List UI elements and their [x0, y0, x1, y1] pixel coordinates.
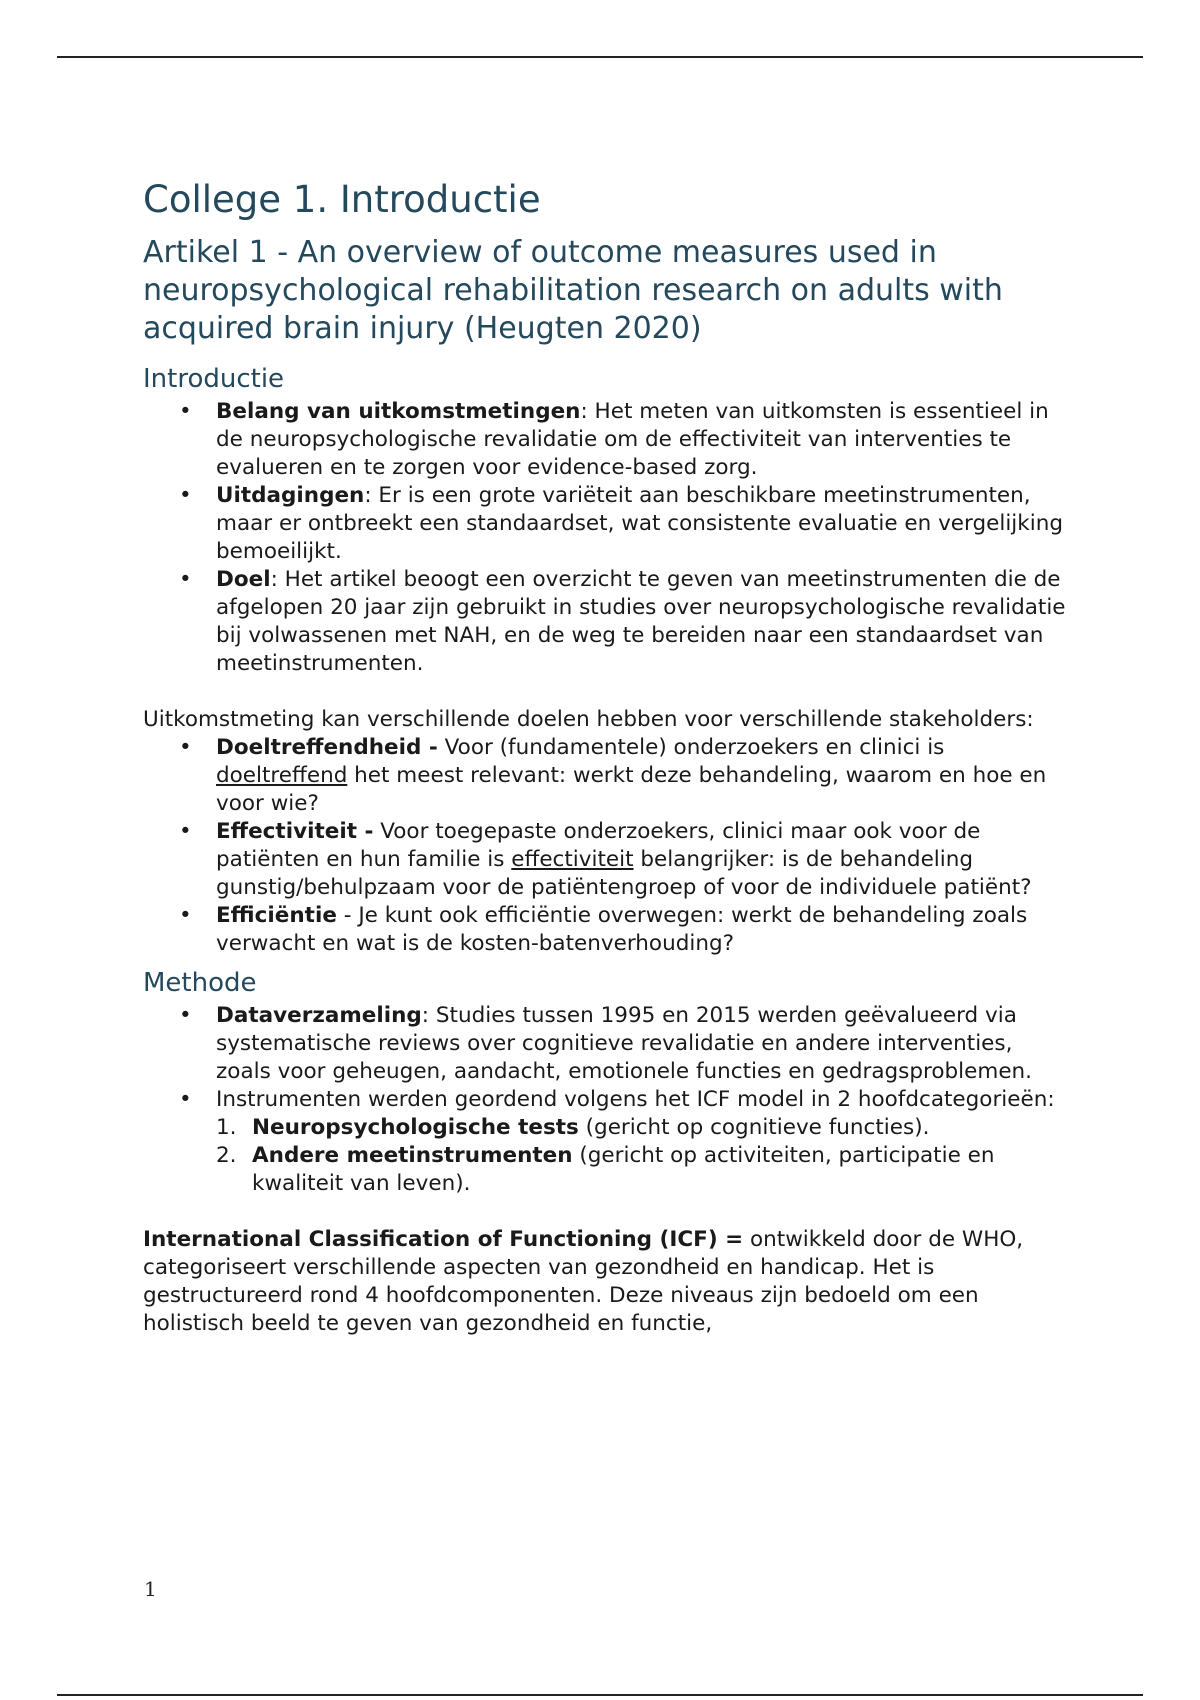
item-text: : Het artikel beoogt een overzicht te geven van meetinstrumenten die de afgelopen 20 jaar zijn gebruikt in studies over neuropsychologische revalidatie bij volwassenen met NAH, en de weg te bereiden naar een standaardset van meetinstrumenten.	[216, 567, 1066, 676]
icf-term: International Classification of Functioning (ICF) =	[143, 1227, 744, 1252]
icf-paragraph	[143, 1226, 1073, 1338]
introductie-list	[143, 398, 1073, 678]
item-text: het meest relevant: werkt deze behandeling, waarom en hoe en voor wie?	[216, 763, 1047, 816]
item-term: Effectiviteit -	[216, 819, 374, 844]
header-rule	[57, 56, 1143, 58]
list-item	[216, 566, 1073, 678]
document-body	[143, 176, 1073, 1338]
stakeholders-list	[143, 734, 1073, 958]
section-heading-methode: Methode	[143, 968, 257, 998]
list-item	[216, 482, 1073, 566]
item-text: - Je kunt ook efficiëntie overwegen: werkt de behandeling zoals verwacht en wat is de kosten-batenverhouding?	[216, 903, 1028, 956]
list-item	[216, 818, 1073, 902]
item-term: Andere meetinstrumenten	[252, 1143, 573, 1168]
item-text: : Het meten van uitkomsten is essentieel in de neuropsychologische revalidatie om de effectiviteit van interventies te evalueren en te zorgen voor evidence-based zorg.	[216, 399, 1049, 480]
item-number: 2.	[216, 1143, 237, 1168]
underlined-term: doeltreffend	[216, 763, 348, 788]
categories-list	[216, 1114, 1073, 1198]
item-text: : Er is een grote variëteit aan beschikbare meetinstrumenten, maar er ontbreekt een standaardset, wat consistente evaluatie en vergelijking bemoeilijkt.	[216, 483, 1063, 564]
numbered-item	[216, 1114, 1073, 1142]
list-item	[216, 1002, 1073, 1086]
item-term: Doeltreffendheid -	[216, 735, 438, 760]
item-text: Voor (fundamentele) onderzoekers en clinici is	[437, 735, 945, 760]
item-term: Doel	[216, 567, 271, 592]
footer-rule	[57, 1694, 1143, 1696]
item-term: Uitdagingen	[216, 483, 365, 508]
item-text: belangrijker: is de behandeling gunstig/behulpzaam voor de patiëntengroep of voor de individuele patiënt?	[216, 847, 1032, 900]
page-title: College 1. Introductie	[143, 178, 541, 221]
article-title: Artikel 1 - An overview of outcome measures used in neuropsychological rehabilitation research on adults with acquired brain injury (Heugten 2020)	[143, 235, 1003, 346]
item-term: Dataverzameling	[216, 1003, 422, 1028]
list-item	[216, 734, 1073, 818]
item-term: Neuropsychologische tests	[252, 1115, 579, 1140]
numbered-item	[216, 1142, 1073, 1198]
stakeholders-intro: Uitkomstmeting kan verschillende doelen hebben voor verschillende stakeholders:	[143, 707, 1034, 732]
list-item	[216, 1086, 1073, 1198]
item-text: (gericht op cognitieve functies).	[578, 1115, 930, 1140]
item-text: Voor toegepaste onderzoekers, clinici maar ook voor de patiënten en hun familie is	[216, 819, 981, 872]
underlined-term: effectiviteit	[511, 847, 634, 872]
item-term: Efficiëntie	[216, 903, 337, 928]
page-number: 1	[144, 1577, 157, 1601]
methode-list	[143, 1002, 1073, 1198]
item-text: (gericht op activiteiten, participatie en kwaliteit van leven).	[252, 1143, 995, 1196]
section-heading-introductie: Introductie	[143, 364, 285, 394]
item-text: : Studies tussen 1995 en 2015 werden geëvalueerd via systematische reviews over cognitieve revalidatie en andere interventies, zoals voor geheugen, aandacht, emotionele functies en gedragsproblemen.	[216, 1003, 1033, 1084]
icf-text: ontwikkeld door de WHO, categoriseert verschillende aspecten van gezondheid en handicap. Het is gestructureerd rond 4 hoofdcomponenten. Deze niveaus zijn bedoeld om een holistisch beeld te geven van gezondheid en functie,	[143, 1227, 1024, 1336]
item-number: 1.	[216, 1115, 237, 1140]
list-item	[216, 902, 1073, 958]
item-term: Belang van uitkomstmetingen	[216, 399, 581, 424]
list-item	[216, 398, 1073, 482]
item-text: Instrumenten werden geordend volgens het ICF model in 2 hoofdcategorieën:	[216, 1087, 1055, 1112]
